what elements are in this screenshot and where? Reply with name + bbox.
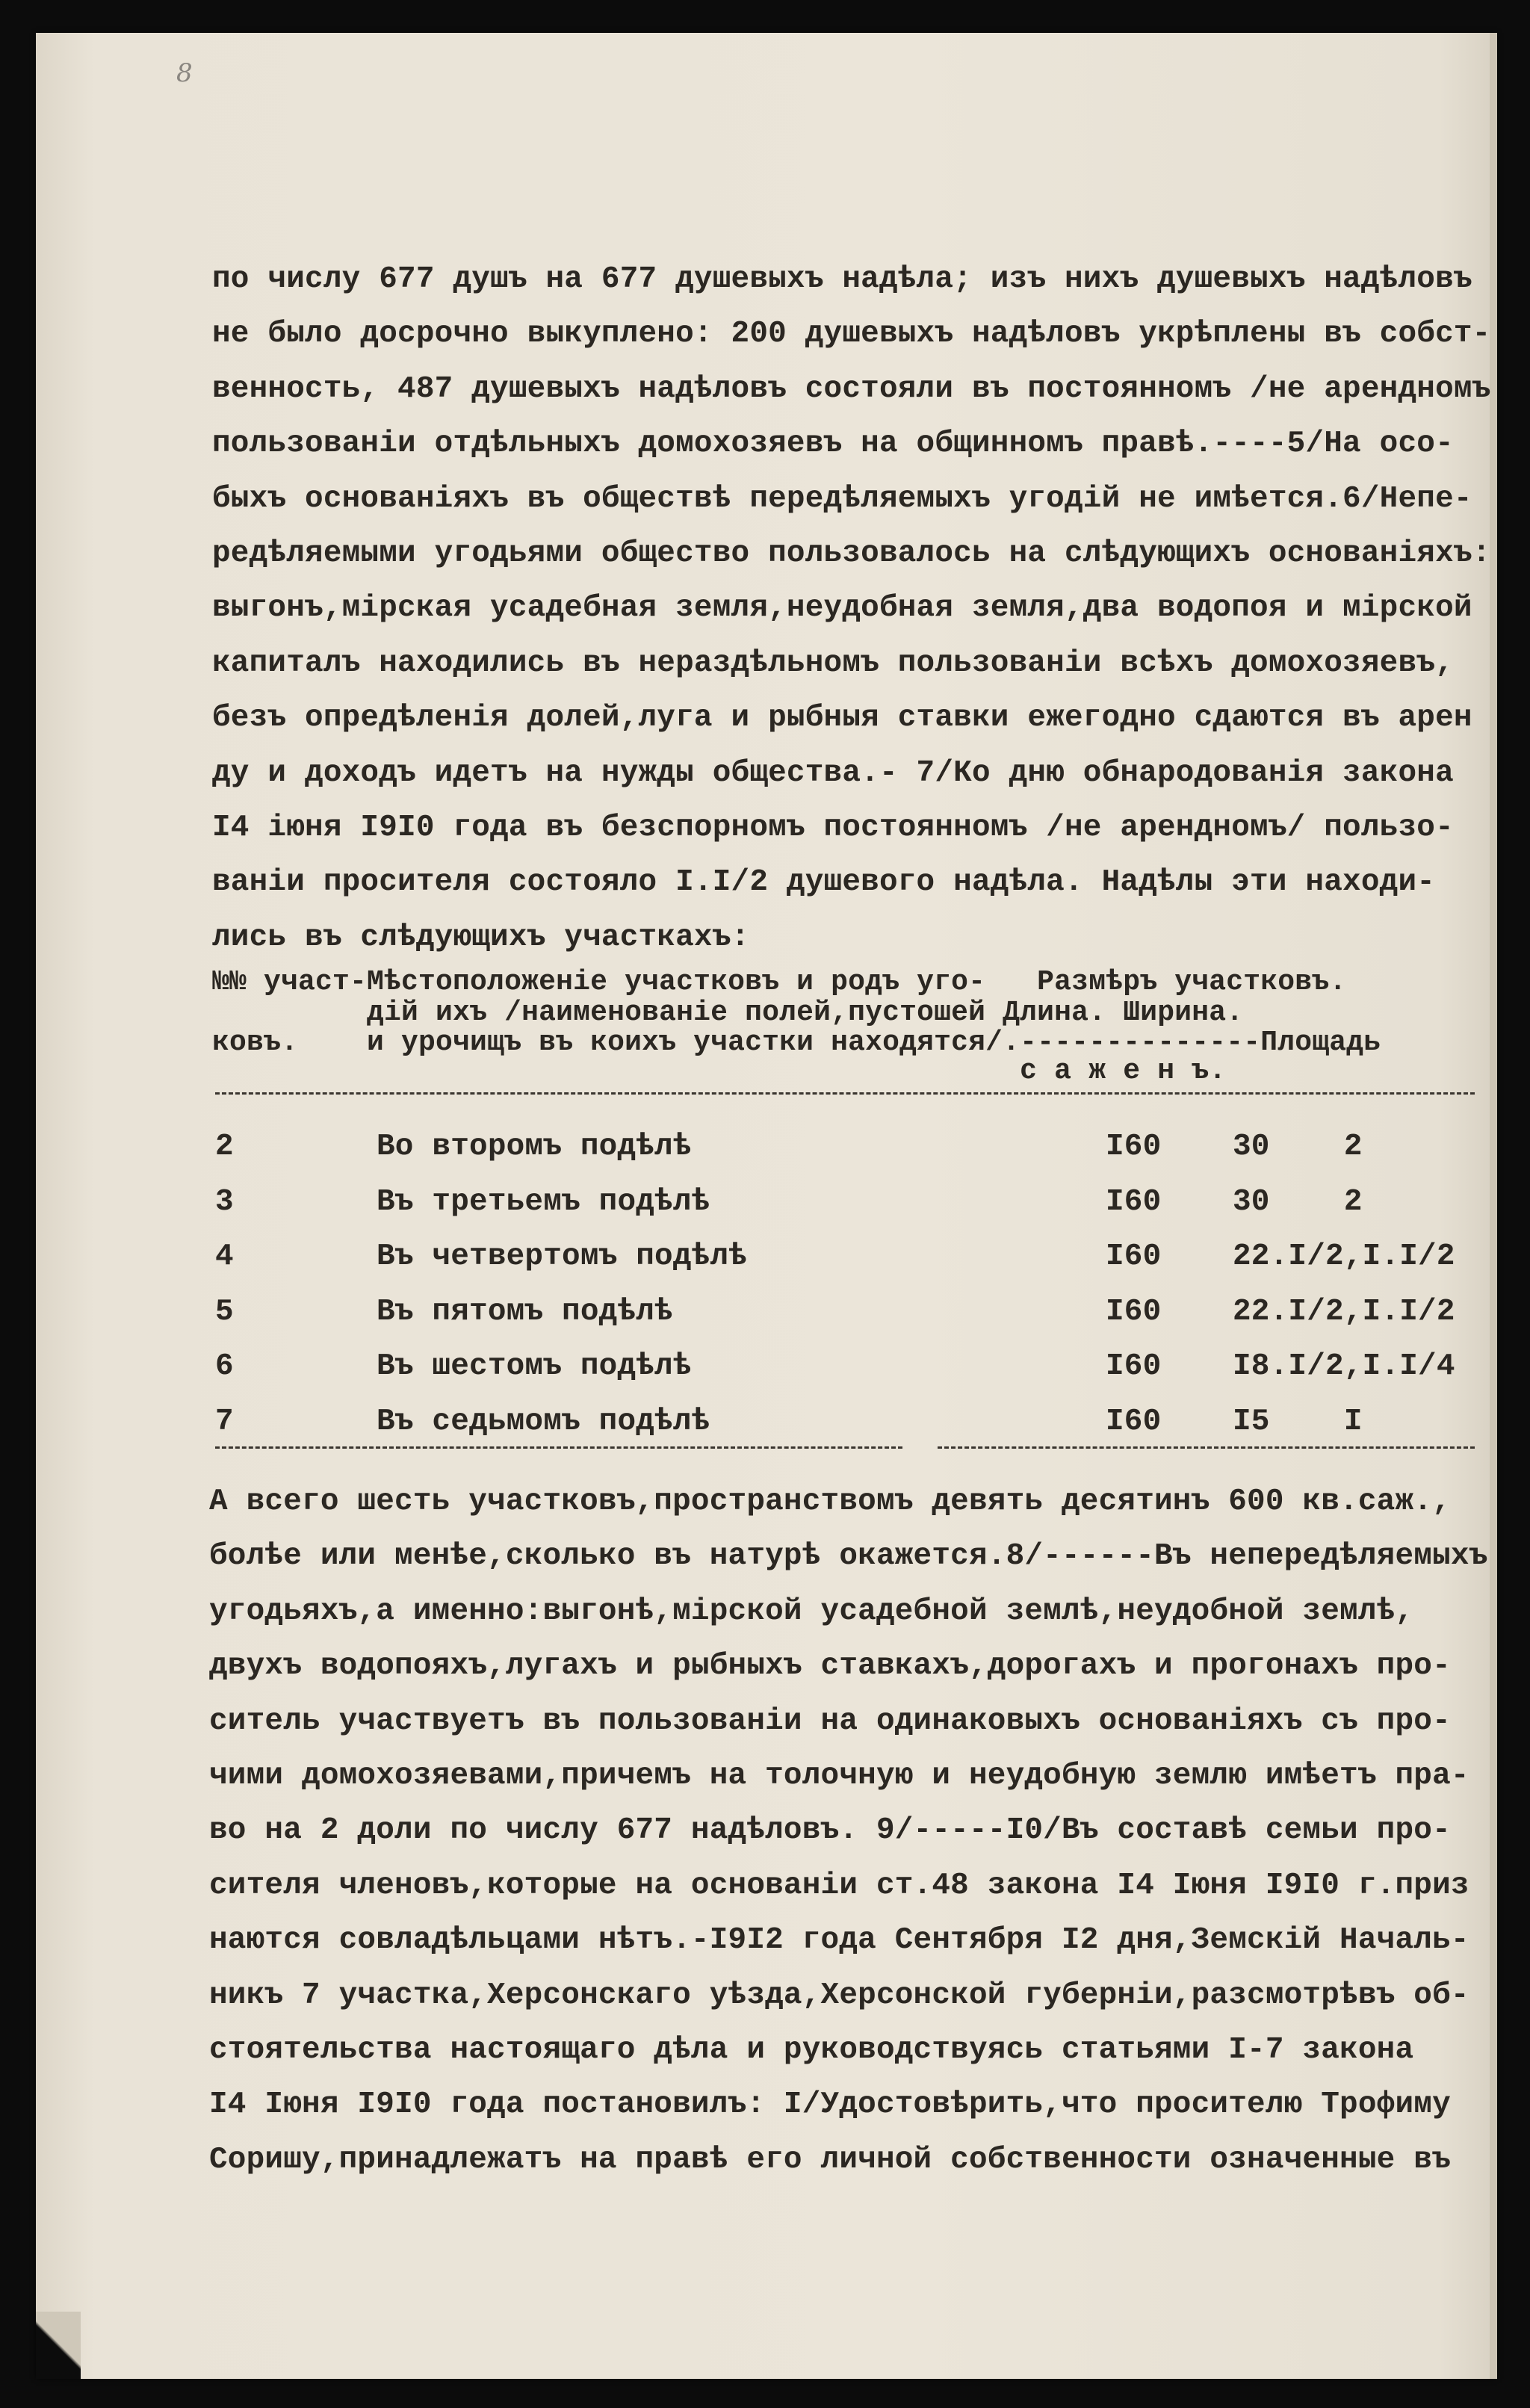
text-line: ду и доходъ идетъ на нужды общества.- 7/Ко дню обнародованiя закона [212,755,1454,790]
table-header-line: с а ж е н ъ. [212,1055,1227,1087]
table-cell-location: Въ пятомъ подѣлѣ [377,1294,673,1329]
table-cell-length: I60 [1106,1239,1162,1274]
text-line: венность, 487 душевыхъ надѣловъ состояли въ постоянномъ /не арендномъ [212,371,1491,406]
text-line: Соришу,принадлежатъ на правѣ его личной собственности означенные въ [209,2142,1451,2177]
text-line: редѣляемыми угодьями общество пользовалось на слѣдующихъ основанiяхъ: [212,536,1491,571]
text-line: никъ 7 участка,Херсонскаго уѣзда,Херсонской губернiи,разсмотрѣвъ об- [209,1978,1469,2013]
table-cell-number: 5 [215,1294,234,1329]
table-cell-width-area: 30 2 [1233,1184,1363,1219]
text-line: выгонъ,мiрская усадебная земля,неудобная земля,два водопоя и мiрской [212,591,1472,626]
text-line: во на 2 доли по числу 677 надѣловъ. 9/-----I0/Въ составѣ семьи про- [209,1813,1451,1848]
table-cell-location: Въ шестомъ подѣлѣ [377,1349,692,1384]
text-line: I4 Iюня I9I0 года постановилъ: I/Удостовѣрить,что просителю Трофиму [209,2087,1451,2123]
table-cell-location: Въ третьемъ подѣлѣ [377,1184,710,1219]
text-line: I4 iюня I9I0 года въ безспорномъ постоянномъ /не арендномъ/ пользо- [212,811,1454,845]
text-line: по числу 677 душъ на 677 душевыхъ надѣла; изъ нихъ душевыхъ надѣловъ [212,262,1472,297]
table-cell-location: Въ четвертомъ подѣлѣ [377,1239,748,1274]
text-line: стоятельства настоящаго дѣла и руководствуясь статьями I-7 закона [209,2033,1414,2067]
table-cell-number: 4 [215,1239,234,1274]
text-line: быхъ основанiяхъ въ обществѣ передѣляемыхъ угодiй не имѣется.6/Непе- [212,481,1472,516]
table-cell-length: I60 [1106,1184,1162,1219]
text-line: болѣе или менѣе,сколько въ натурѣ окажется.8/------Въ непередѣляемыхъ [209,1539,1488,1574]
table-cell-length: I60 [1106,1404,1162,1439]
text-line: двухъ водопояхъ,лугахъ и рыбныхъ ставкахъ,дорогахъ и прогонахъ про- [209,1649,1451,1684]
table-rule [215,1446,902,1449]
table-cell-location: Во второмъ подѣлѣ [377,1130,692,1164]
text-line: сителя членовъ,которые на основанiи ст.48 закона I4 Iюня I9I0 г.приз [209,1868,1469,1903]
text-line: пользованiи отдѣльныхъ домохозяевъ на общинномъ правѣ.----5/На осо- [212,427,1454,462]
table-cell-length: I60 [1106,1130,1162,1164]
table-cell-width-area: I8.I/2,I.I/4 [1233,1349,1455,1384]
table-cell-width-area: I5 I [1233,1404,1363,1439]
table-cell-width-area: 22.I/2,I.I/2 [1233,1294,1455,1329]
text-line: наются совладѣльцами нѣтъ.-I9I2 года Сентября I2 дня,Земскiй Началь- [209,1923,1469,1958]
table-cell-length: I60 [1106,1294,1162,1329]
page-edge [1490,33,1497,2379]
table-cell-number: 2 [215,1130,234,1164]
table-cell-width-area: 30 2 [1233,1130,1363,1164]
table-cell-width-area: 22.I/2,I.I/2 [1233,1239,1455,1274]
text-line: ванiи просителя состояло I.I/2 душевого надѣла. Надѣлы эти находи- [212,865,1436,900]
text-line: капиталъ находились въ нераздѣльномъ пользованiи всѣхъ домохозяевъ, [212,646,1454,681]
text-line: угодьяхъ,а именно:выгонѣ,мiрской усадебной землѣ,неудобной землѣ, [209,1594,1414,1629]
page-number-mark: 8 [176,58,193,88]
table-cell-number: 3 [215,1184,234,1219]
text-line: не было досрочно выкуплено: 200 душевыхъ надѣловъ укрѣплены въ собст- [212,317,1491,352]
text-line: лись въ слѣдующихъ участкахъ: [212,920,750,955]
text-line: А всего шесть участковъ,пространствомъ девять десятинъ 600 кв.саж., [209,1485,1451,1519]
table-cell-number: 6 [215,1349,234,1384]
table-cell-length: I60 [1106,1349,1162,1384]
table-rule [938,1446,1475,1449]
text-line: чими домохозяевами,причемъ на толочную и неудобную землю имѣетъ пра- [209,1759,1469,1793]
table-header-line: дiй ихъ /наименованiе полей,пустошей Длина. Ширина. [212,997,1244,1029]
table-cell-number: 7 [215,1404,234,1439]
text-line: ситель участвуетъ въ пользованiи на одинаковыхъ основанiяхъ съ про- [209,1703,1451,1739]
text-line: безъ опредѣленiя долей,луга и рыбныя ставки ежегодно сдаются въ арен [212,701,1472,736]
table-header-line: №№ участ-Мѣстоположенiе участковъ и родъ уго- Размѣръ участковъ. [212,966,1347,998]
table-cell-location: Въ седьмомъ подѣлѣ [377,1404,710,1439]
table-rule [215,1092,1475,1095]
table-header-line: ковъ. и урочищъ въ коихъ участки находятся/.--------------Площадь [212,1027,1381,1059]
